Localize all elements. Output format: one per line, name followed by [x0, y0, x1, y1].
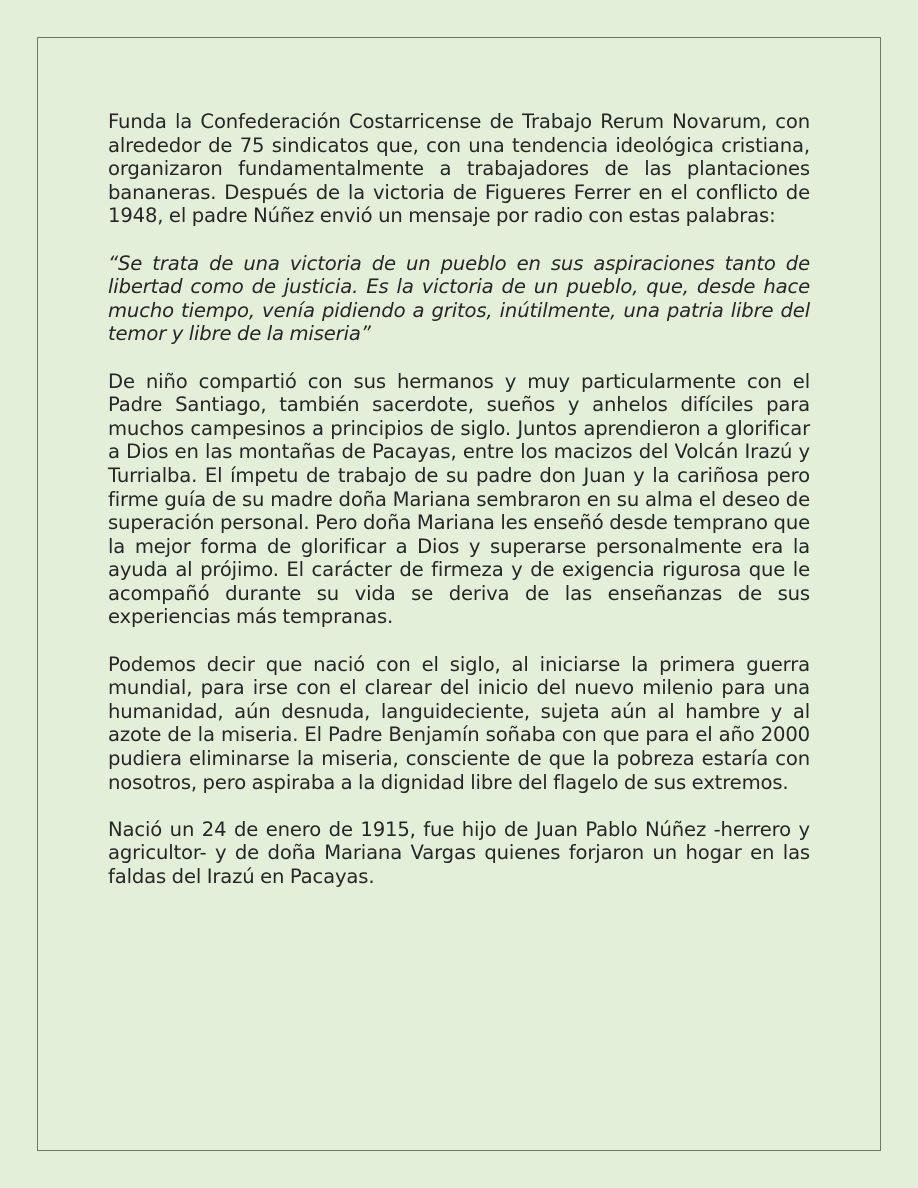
paragraph-childhood: De niño compartió con sus hermanos y muy particularmente con el Padre Santiago, también sacerdote, sueños y anhelos difíciles para muchos campesinos a principios de siglo. Juntos aprendieron a glorificar a Dios en las montañas de Pacayas, entre los macizos del Volcán Irazú y Turrialba. El ímpetu de trabajo de su padre don Juan y la cariñosa pero firme guía de su madre doña Mariana sembraron en su alma el deseo de superación personal. Pero doña Mariana les enseñó desde temprano que la mejor forma de glorificar a Dios y superarse personalmente era la ayuda al prójimo. El carácter de firmeza y de exigencia rigurosa que le acompañó durante su vida se deriva de las enseñanzas de sus experiencias más tempranas.	[108, 369, 810, 629]
paragraph-century: Podemos decir que nació con el siglo, al iniciarse la primera guerra mundial, para irse con el clarear del inicio del nuevo milenio para una humanidad, aún desnuda, languideciente, sujeta aún al hambre y al azote de la miseria. El Padre Benjamín soñaba con que para el año 2000 pudiera eliminarse la miseria, consciente de que la pobreza estaría con nosotros, pero aspiraba a la dignidad libre del flagelo de sus extremos.	[108, 652, 810, 794]
quote-radio-message: “Se trata de una victoria de un pueblo en sus aspiraciones tanto de libertad como de justicia. Es la victoria de un pueblo, que, desde hace mucho tiempo, venía pidiendo a gritos, inútilmente, una patria libre del temor y libre de la miseria”	[108, 251, 810, 346]
document-body	[108, 110, 810, 889]
paragraph-confederation: Funda la Confederación Costarricense de Trabajo Rerum Novarum, con alrededor de 75 sindicatos que, con una tendencia ideológica cristiana, organizaron fundamentalmente a trabajadores de las plantaciones bananeras. Después de la victoria de Figueres Ferrer en el conflicto de 1948, el padre Núñez envió un mensaje por radio con estas palabras:	[108, 110, 810, 228]
paragraph-birth: Nació un 24 de enero de 1915, fue hijo de Juan Pablo Núñez -herrero y agricultor- y de doña Mariana Vargas quienes forjaron un hogar en las faldas del Irazú en Pacayas.	[108, 817, 810, 888]
